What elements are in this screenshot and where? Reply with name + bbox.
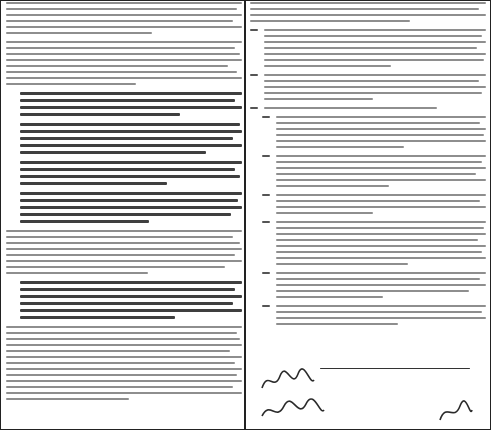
date-line	[320, 368, 470, 369]
document-footer	[250, 358, 486, 428]
relief-item	[250, 305, 486, 329]
numbered-paragraph	[250, 29, 486, 71]
left-column	[6, 2, 242, 426]
relief-item	[250, 155, 486, 191]
relief-item	[250, 116, 486, 152]
paragraph	[250, 2, 486, 22]
numbered-paragraph	[250, 74, 486, 104]
paragraph	[6, 326, 242, 400]
quoted-statement	[6, 92, 242, 116]
signature-mark	[436, 398, 476, 426]
column-divider	[244, 0, 246, 430]
paragraph	[6, 41, 242, 85]
signature-mark	[258, 396, 328, 426]
quoted-statement	[6, 281, 242, 319]
quoted-statement	[6, 123, 242, 154]
intro-paragraph	[6, 2, 242, 34]
page-left-border	[0, 0, 1, 430]
quoted-statement	[6, 161, 242, 185]
relief-item	[250, 194, 486, 218]
relief-item	[250, 221, 486, 269]
signature-mark	[258, 364, 318, 396]
relief-item	[250, 272, 486, 302]
numbered-paragraph	[250, 107, 486, 113]
paragraph	[6, 230, 242, 274]
quoted-statement	[6, 192, 242, 223]
